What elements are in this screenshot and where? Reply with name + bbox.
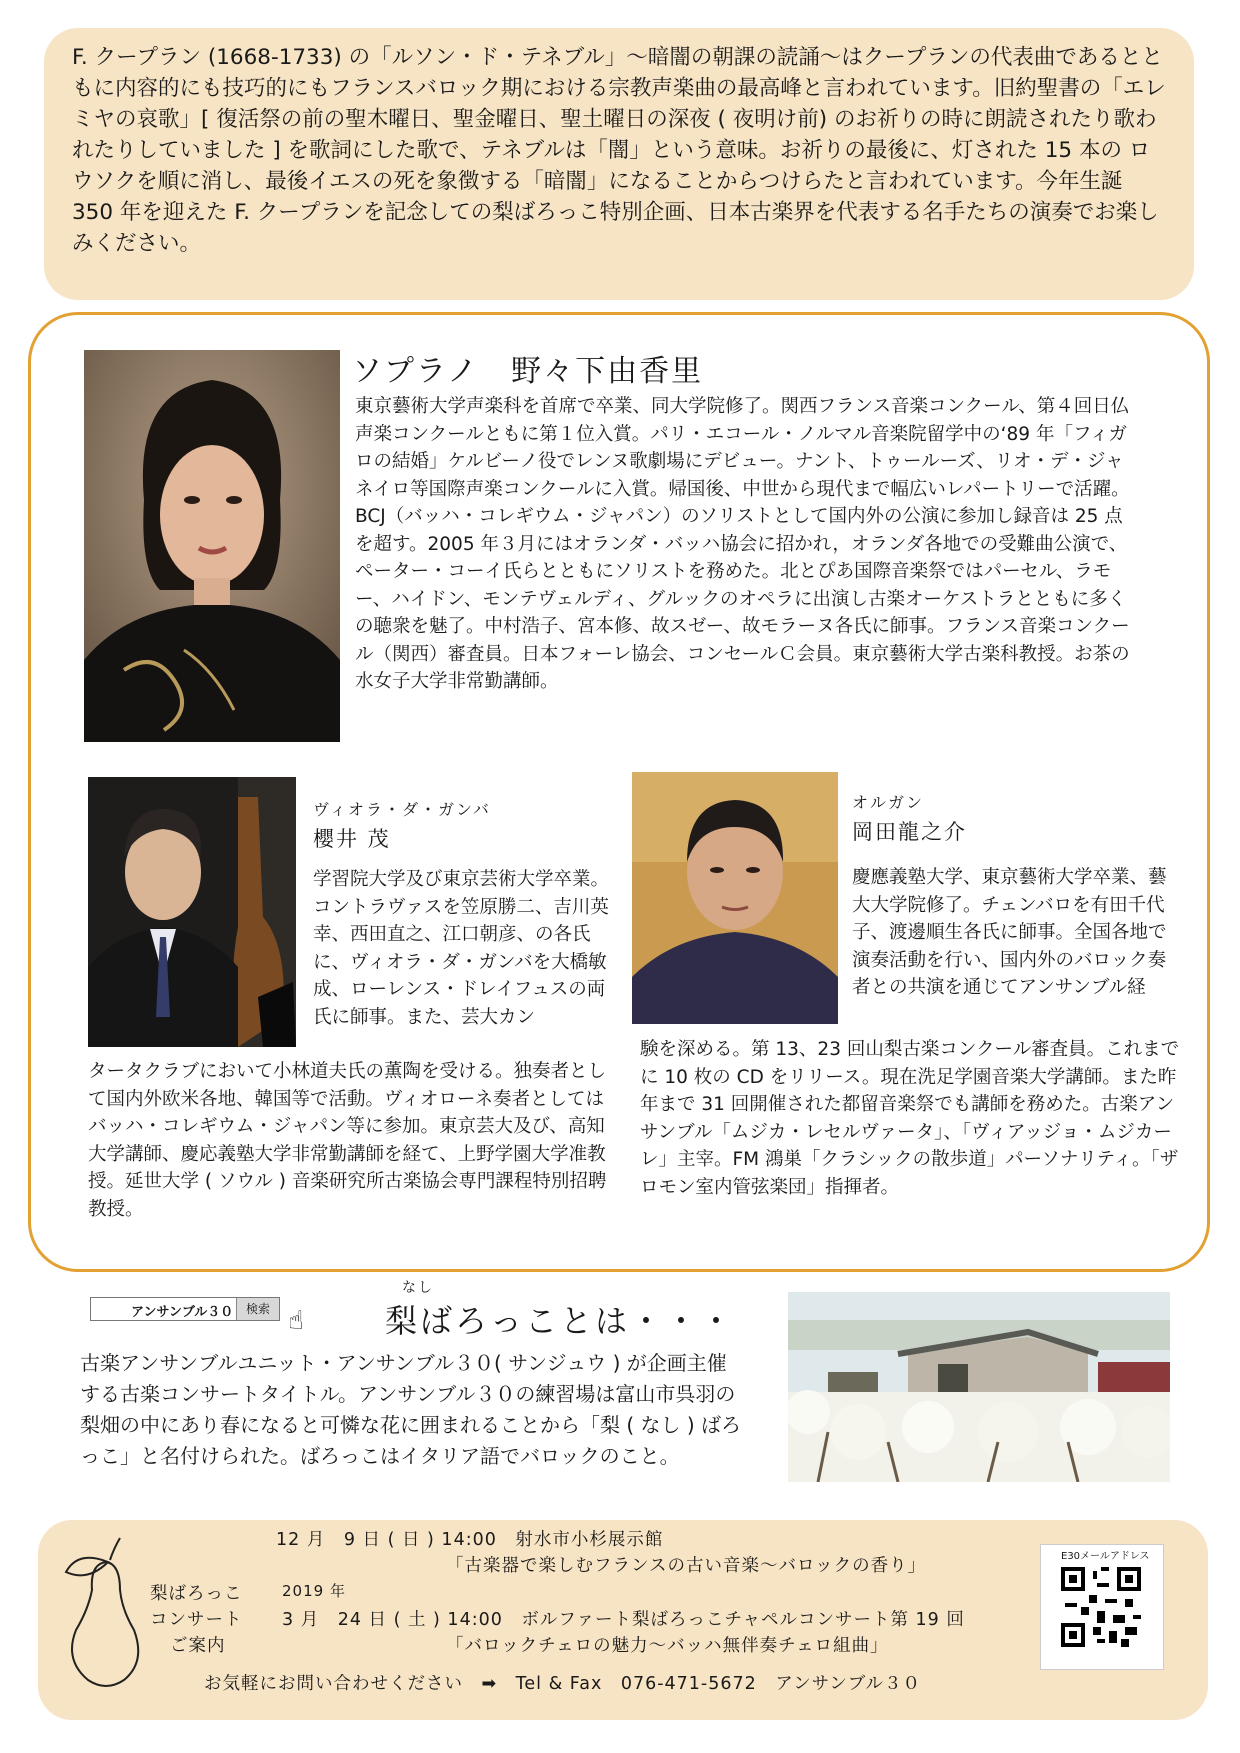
qr-caption: E30メールアドレス [1061,1551,1150,1562]
concert2-title: 「バロックチェロの魅力〜バッハ無伴奏チェロ組曲」 [446,1636,889,1656]
about-ruby: なし [402,1280,434,1296]
about-text: 古楽アンサンブルユニット・アンサンブル３０( サンジュウ ) が企画主催する古楽コンサートタイトル。アンサンブル３０の練習場は富山市呉羽の梨畑の中にあり春になると可憐な花に囲まれることから「梨 ( なし ) ばろっこ」と名付けられた。ばろっこはイタリア語でバロックのこと。 [80,1351,742,1468]
soprano-heading: ソプラノ 野々下由香里 [352,354,704,389]
qr-code[interactable] [1040,1544,1164,1670]
concert2-date: 3 月 24 日 ( 土 ) 14:00 ボルファート梨ばろっこチャペルコンサート第 19 回 [282,1610,965,1630]
about-heading: 梨ばろっことは・・・ [385,1302,736,1340]
search-box[interactable] [90,1297,280,1321]
gamba-photo [88,777,296,1047]
gamba-bio-top: 学習院大学及び東京芸術大学卒業。コントラヴァスを笠原勝二、吉川英幸、西田直之、江口朝彦、の各氏に、ヴィオラ・ダ・ガンバを大橋敏成、ローレンス・ドレイフュスの両氏に師事。また、芸大カン [313,869,610,1028]
search-button[interactable]: 検索 [236,1298,279,1320]
orchard-photo [788,1292,1170,1482]
gamba-name: 櫻井 茂 [313,827,391,851]
organ-bio-bottom: 験を深める。第 13、23 回山梨古楽コンクール審査員。これまでに 10 枚の CD をリリース。現在洗足学園音楽大学講師。また昨年まで 31 回開催された都留音楽祭でも講師を務めた。古楽アンサンブル「ムジカ・レセルヴァータ」、「ヴィアッジョ・ムジカーレ」主宰。FM 鴻巣「クラシックの散歩道」パーソナリティ。「ザロモン室内管弦楽団」指揮者。 [640,1039,1180,1198]
contact-line: お気軽にお問い合わせください ➡ Tel & Fax 076-471-5672 アンサンブル３０ [204,1674,922,1694]
gamba-bio-bottom: タータクラブにおいて小林道夫氏の薫陶を受ける。独奏者として国内外欧米各地、韓国等で活動。ヴィオローネ奏者としてはバッハ・コレギウム・ジャパン等に参加。東京芸大及び、高知大学講師、慶応義塾大学非常勤講師を経て、上野学園大学准教授。延世大学 ( ソウル ) 音楽研究所古楽協会専門課程特別招聘教授。 [88,1061,607,1220]
concert-year: 2019 年 [282,1582,346,1600]
search-input[interactable]: アンサンブル３０ [131,1305,234,1320]
footer-label-line-3: ご案内 [170,1636,226,1656]
gamba-role: ヴィオラ・ダ・ガンバ [313,800,491,819]
organ-bio-top: 慶應義塾大学、東京藝術大学卒業、藝大大学院修了。チェンバロを有田千代子、渡邊順生各氏に師事。全国各地で演奏活動を行い、国内外のバロック奏者との共演を通じてアンサンブル経 [852,867,1167,998]
footer-label-line-2: コンサート [150,1610,243,1630]
intro-text: F. クープラン (1668-1733) の「ルソン・ド・テネブル」〜暗闇の朝課の読誦〜はクープランの代表曲であるとともに内容的にも技巧的にもフランスバロック期における宗教声楽曲の最高峰と言われています。旧約聖書の「エレミヤの哀歌」[ 復活祭の前の聖木曜日、聖金曜日、聖土曜日の深夜 ( 夜明け前) のお祈りの時に朗読されたり歌われたりしていました ] を歌詞にした歌で、テネブルは「闇」という意味。お祈りの最後に、灯された 15 本の ロウソクを順に消し、最後イエスの死を象徴する「暗闇」になることからつけらたと言われています。今年生誕 350 年を迎えた F. クープランを記念しての梨ばろっこ特別企画、日本古楽界を代表する名手たちの演奏でお楽しみください。 [72,45,1166,256]
concert1-date: 12 月 9 日 ( 日 ) 14:00 射水市小杉展示館 [276,1530,664,1550]
soprano-photo [84,350,340,742]
footer-label-line-1: 梨ばろっこ [150,1584,243,1604]
concert1-title: 「古楽器で楽しむフランスの古い音楽〜バロックの香り」 [446,1556,927,1576]
intro-box [44,28,1194,300]
organ-role: オルガン [852,793,925,812]
pear-icon [58,1530,148,1694]
organ-name: 岡田龍之介 [852,820,967,844]
soprano-bio: 東京藝術大学声楽科を首席で卒業、同大学院修了。関西フランス音楽コンクール、第４回日仏声楽コンクールともに第１位入賞。パリ・エコール・ノルマル音楽院留学中の‘89 年「フィガロの結婚」ケルビーノ役でレンヌ歌劇場にデビュー。ナント、トゥールーズ、リオ・デ・ジャネイロ等国際声楽コンクールに入賞。帰国後、中世から現代まで幅広いレパートリーで活躍。BCJ（バッハ・コレギウム・ジャパン）のソリストとして国内外の公演に参加し録音は 25 点を超す。2005 年３月にはオランダ・バッハ協会に招かれ，オランダ各地での受難曲公演で、ペーター・コーイ氏らとともにソリストを務めた。北とぴあ国際音楽祭ではパーセル、ラモー、ハイドン、モンテヴェルディ、グルックのオペラに出演し古楽オーケストラとともに多くの聴衆を魅了。中村浩子、宮本修、故スゼー、故モラーヌ各氏に師事。フランス音楽コンクール（関西）審査員。日本フォーレ協会、コンセールＣ会員。東京藝術大学古楽科教授。お茶の水女子大学非常勤講師。 [355,396,1130,692]
organ-photo [632,772,838,1024]
pointer-hand-icon: ☝ [288,1306,304,1336]
